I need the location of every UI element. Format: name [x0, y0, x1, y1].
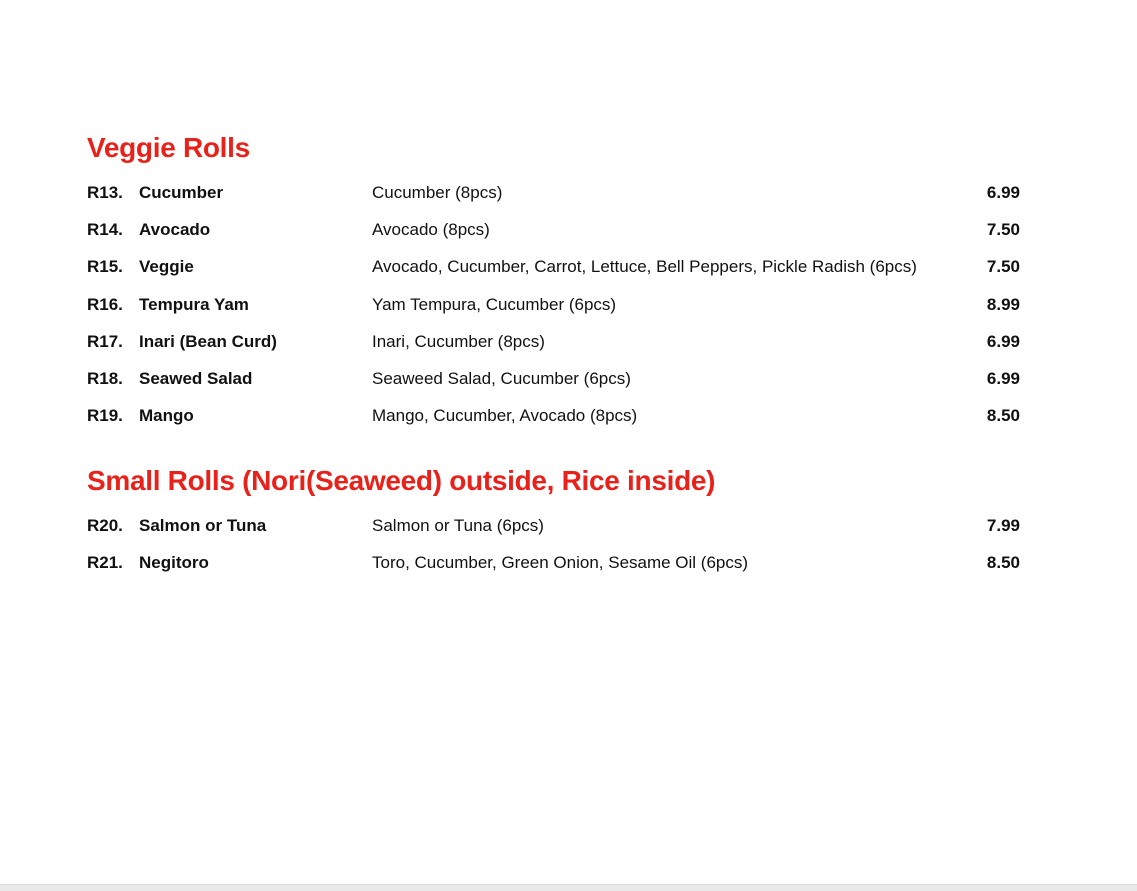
- item-price: 7.50: [986, 220, 1020, 240]
- item-name: Mango: [139, 406, 194, 426]
- section-veggie-rolls: [87, 128, 1027, 434]
- item-description: Toro, Cucumber, Green Onion, Sesame Oil (6pcs): [372, 553, 749, 573]
- menu-item-r21: [87, 544, 1027, 581]
- item-price: 6.99: [986, 183, 1020, 202]
- item-price: 6.99: [986, 331, 1020, 351]
- menu-items-list: [87, 507, 1027, 581]
- item-code: R17.: [87, 331, 123, 351]
- item-price: 6.99: [986, 368, 1020, 388]
- item-description: Avocado, Cucumber, Carrot, Lettuce, Bell Peppers, Pickle Radish (6pcs): [372, 257, 917, 277]
- page-bottom-edge: [0, 884, 1137, 891]
- menu-items-list: [87, 174, 1027, 434]
- item-price: 7.99: [986, 516, 1020, 535]
- item-price: 8.50: [986, 553, 1020, 573]
- menu-item-r14: [87, 211, 1027, 248]
- item-description: Yam Tempura, Cucumber (6pcs): [372, 294, 617, 314]
- item-code: R16.: [87, 294, 123, 314]
- item-name: Seawed Salad: [139, 368, 253, 388]
- item-name: Avocado: [139, 220, 211, 240]
- item-name: Inari (Bean Curd): [139, 331, 277, 351]
- menu-item-r19: [87, 397, 1027, 434]
- item-code: R21.: [87, 553, 123, 573]
- menu-item-r15: [87, 248, 1027, 285]
- section-title: Small Rolls (Nori(Seaweed) outside, Rice inside): [87, 465, 716, 496]
- item-description: Salmon or Tuna (6pcs): [372, 516, 544, 535]
- menu-item-r18: [87, 360, 1027, 397]
- section-title: Veggie Rolls: [87, 132, 250, 163]
- section-small-rolls: [87, 461, 1027, 581]
- item-code: R20.: [87, 516, 123, 535]
- item-description: Inari, Cucumber (8pcs): [372, 331, 545, 351]
- item-name: Salmon or Tuna: [139, 516, 267, 535]
- item-description: Mango, Cucumber, Avocado (8pcs): [372, 406, 638, 426]
- item-description: Cucumber (8pcs): [372, 183, 503, 202]
- item-code: R13.: [87, 183, 123, 202]
- item-description: Seaweed Salad, Cucumber (6pcs): [372, 368, 631, 388]
- item-price: 8.50: [986, 406, 1020, 426]
- menu-item-r17: [87, 323, 1027, 360]
- menu-item-r13: [87, 174, 1027, 211]
- menu-item-r20: [87, 507, 1027, 544]
- item-name: Negitoro: [139, 553, 209, 573]
- item-name: Tempura Yam: [139, 294, 249, 314]
- item-name: Cucumber: [139, 183, 224, 202]
- item-price: 7.50: [986, 257, 1020, 277]
- item-description: Avocado (8pcs): [372, 220, 490, 240]
- item-code: R19.: [87, 406, 123, 426]
- item-name: Veggie: [139, 257, 194, 277]
- item-code: R18.: [87, 368, 123, 388]
- item-code: R14.: [87, 220, 123, 240]
- item-price: 8.99: [986, 294, 1020, 314]
- item-code: R15.: [87, 257, 123, 277]
- menu-item-r16: [87, 286, 1027, 323]
